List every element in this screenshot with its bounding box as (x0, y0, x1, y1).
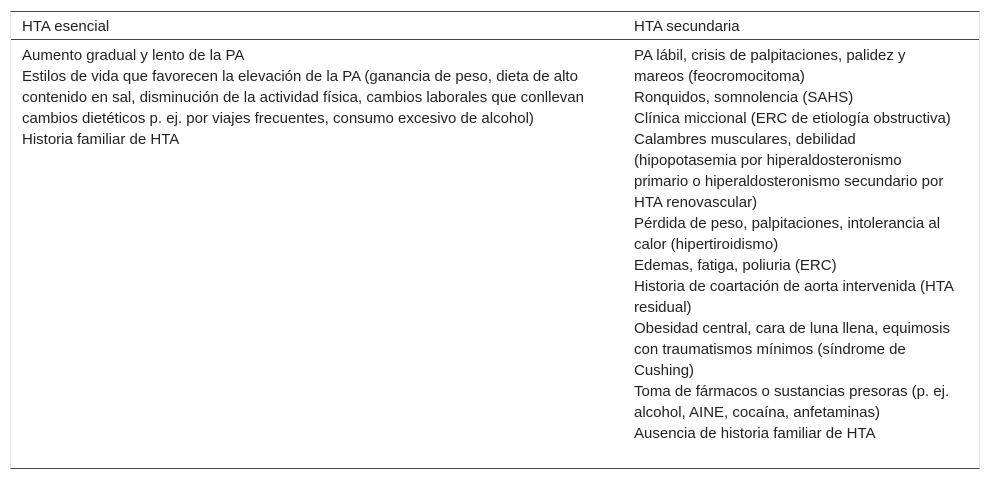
table-header-row (11, 12, 979, 40)
list-item: Aumento gradual y lento de la PA (22, 47, 245, 64)
list-item: Estilos de vida que favorecen la elevación de la PA (ganancia de peso, dieta de alto contenido en sal, disminución de la actividad física, cambios laborales que conllevan cambios dietéticos p. ej. por viajes frecuentes, consumo excesivo de alcohol) (22, 68, 584, 127)
hta-esencial-cell (22, 45, 600, 150)
header-hta-secundaria: HTA secundaria (634, 18, 740, 35)
list-item: Clínica miccional (ERC de etiología obstructiva) (634, 110, 951, 127)
list-item: PA lábil, crisis de palpitaciones, palidez y mareos (feocromocitoma) (634, 47, 906, 85)
list-item: Obesidad central, cara de luna llena, equimosis con traumatismos mínimos (síndrome de Cushing) (634, 320, 951, 379)
list-item: Toma de fármacos o sustancias presoras (p. ej. alcohol, AINE, cocaína, anfetaminas) (634, 383, 950, 421)
list-item: Pérdida de peso, palpitaciones, intolerancia al calor (hipertiroidismo) (634, 215, 941, 253)
list-item: Edemas, fatiga, poliuria (ERC) (634, 257, 837, 274)
comparison-table (10, 11, 980, 469)
header-hta-esencial: HTA esencial (22, 18, 110, 35)
list-item: Ausencia de historia familiar de HTA (634, 425, 876, 442)
hta-secundaria-cell (634, 45, 959, 444)
list-item: Historia familiar de HTA (22, 131, 180, 148)
list-item: Ronquidos, somnolencia (SAHS) (634, 89, 854, 106)
list-item: Historia de coartación de aorta intervenida (HTA residual) (634, 278, 954, 316)
list-item: Calambres musculares, debilidad (hipopotasemia por hiperaldosteronismo primario o hiperaldosteronismo secundario por HTA renovascular) (634, 131, 944, 211)
